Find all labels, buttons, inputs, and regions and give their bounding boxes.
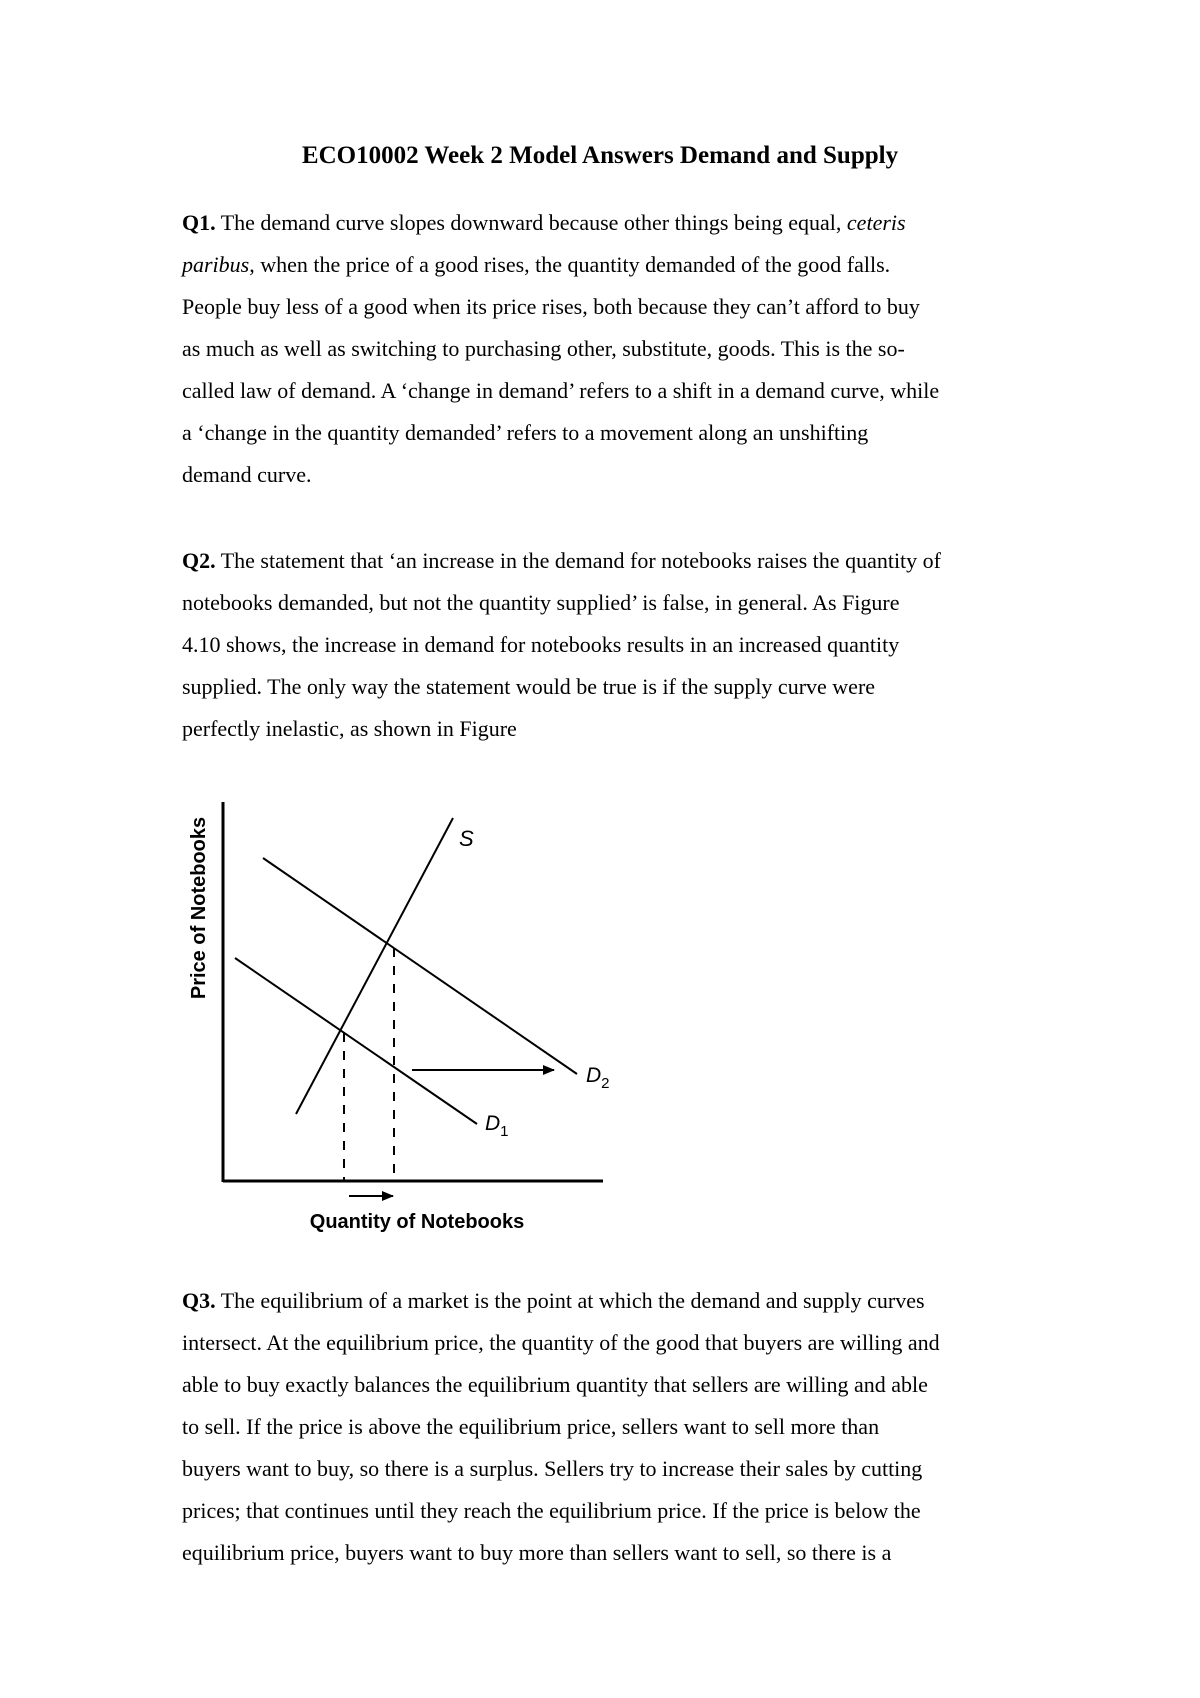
q1-line: as much as well as switching to purchasing other, substitute, goods. This is the so- [182, 336, 905, 361]
document-title: ECO10002 Week 2 Model Answers Demand and Supply [301, 142, 899, 169]
q2-line: notebooks demanded, but not the quantity supplied’ is false, in general. As Figure [182, 590, 900, 615]
q1-italic-text: ceteris [846, 210, 906, 235]
demand-1-label: $D_1$ [485, 1112, 509, 1140]
q1-label: Q1. [182, 210, 216, 235]
q3-text: The equilibrium of a market is the point at which the demand and supply curves [215, 1288, 925, 1313]
q2-line: supplied. The only way the statement would be true is if the supply curve were [182, 674, 876, 699]
y-axis-label: Price of Notebooks [188, 816, 210, 1000]
q3-line: buyers want to buy, so there is a surplus. Sellers try to increase their sales by cutting [182, 1456, 923, 1481]
q2-text: The statement that ‘an increase in the demand for notebooks raises the quantity of [215, 548, 941, 573]
q1-italic-text: paribus [182, 252, 250, 277]
demand-curve-d2 [263, 858, 577, 1074]
q1-line: called law of demand. A ‘change in demand’ refers to a shift in a demand curve, while [182, 378, 940, 403]
q2-line: 4.10 shows, the increase in demand for notebooks results in an increased quantity [182, 632, 900, 657]
q3-line: prices; that continues until they reach the equilibrium price. If the price is below the [182, 1498, 921, 1523]
supply-label: S [459, 826, 474, 851]
q1-line: a ‘change in the quantity demanded’ refers to a movement along an unshifting [182, 420, 869, 445]
q2-label: Q2. [182, 548, 216, 573]
q3-line: to sell. If the price is above the equilibrium price, sellers want to sell more than [182, 1414, 880, 1439]
demand-curve-d1 [235, 958, 477, 1124]
q3-line: equilibrium price, buyers want to buy more than sellers want to sell, so there is a [182, 1540, 892, 1565]
demand-2-label: $D_2$ [586, 1064, 610, 1092]
q3-line: able to buy exactly balances the equilibrium quantity that sellers are willing and able [182, 1372, 928, 1397]
q3-line: intersect. At the equilibrium price, the quantity of the good that buyers are willing and [182, 1330, 940, 1355]
q1-text: The demand curve slopes downward because other things being equal, [215, 210, 847, 235]
q3-line [182, 1286, 925, 1328]
x-axis-label: Quantity of Notebooks [309, 1211, 525, 1233]
q1-line: People buy less of a good when its price rises, both because they can’t afford to buy [182, 294, 920, 319]
q3-label: Q3. [182, 1288, 216, 1313]
q2-line: perfectly inelastic, as shown in Figure [182, 716, 517, 741]
q1-line: demand curve. [182, 462, 312, 487]
q1-text: , when the price of a good rises, the quantity demanded of the good falls. [249, 252, 891, 277]
